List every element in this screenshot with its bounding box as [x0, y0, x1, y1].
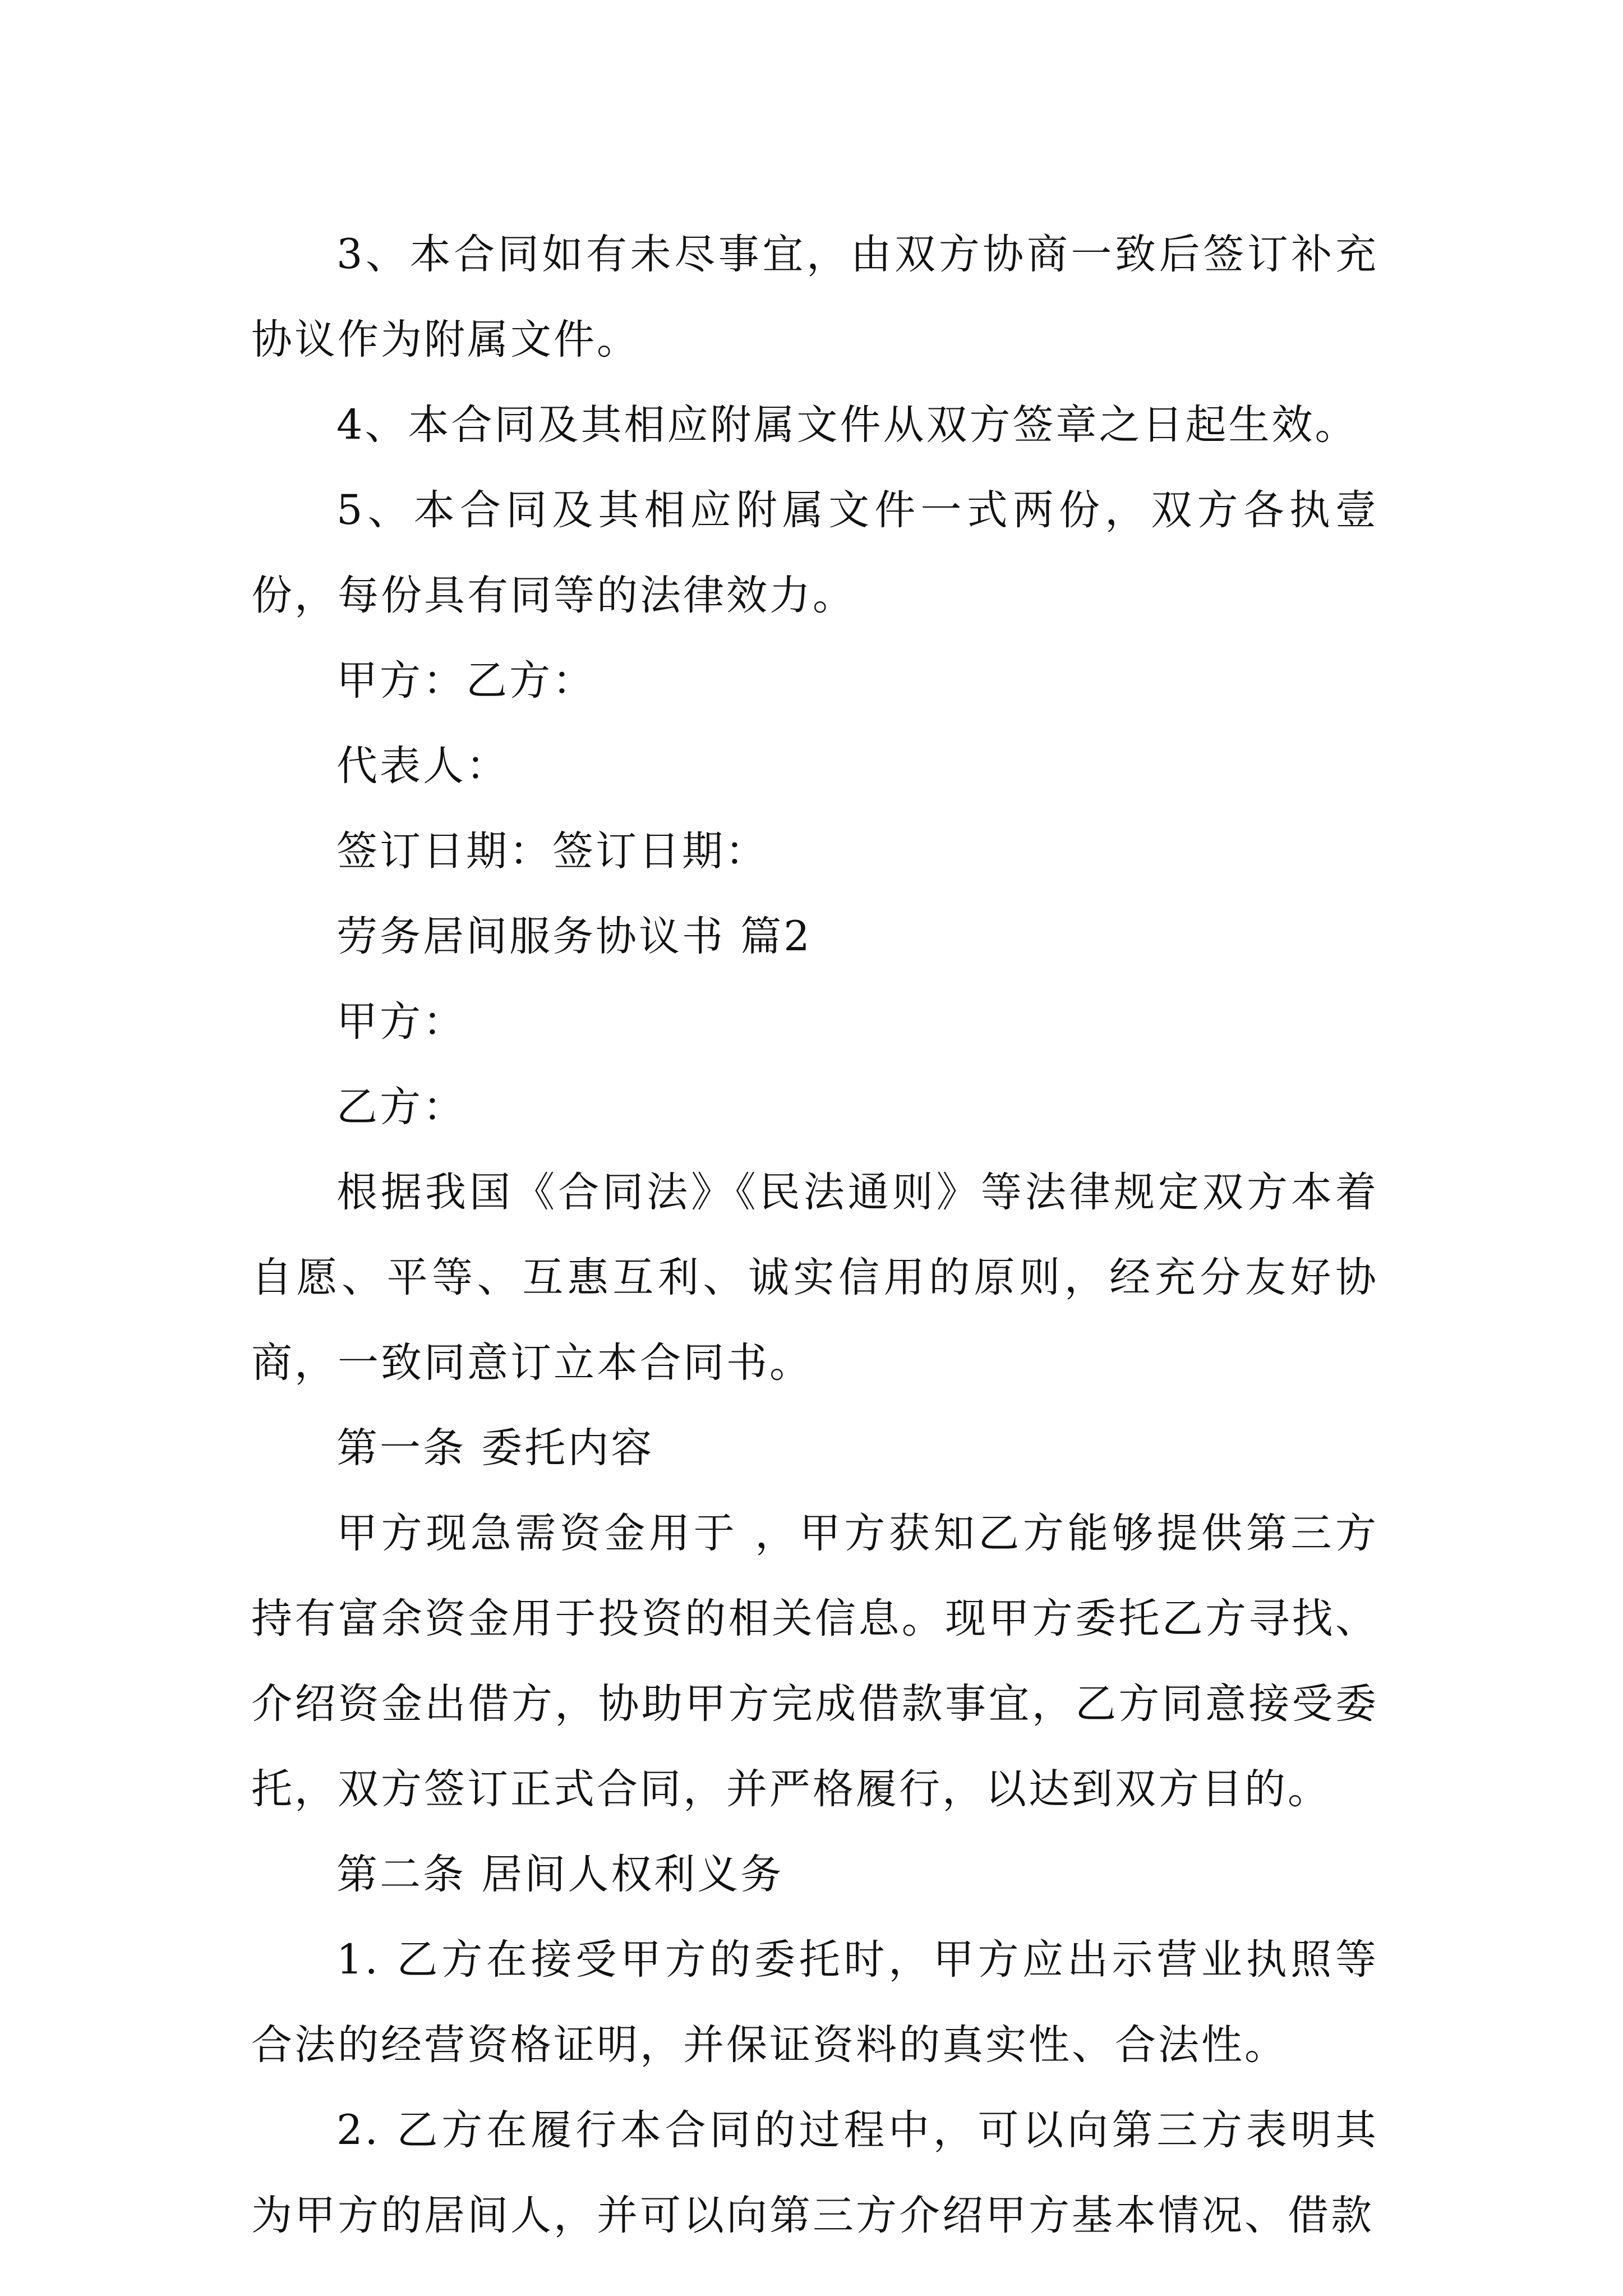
- clause-3: 3、本合同如有未尽事宜，由双方协商一致后签订补充协议作为附属文件。: [251, 231, 1378, 364]
- article-2-item-1: 1. 乙方在接受甲方的委托时，甲方应出示营业执照等合法的经营资格证明，并保证资料的真实性、合法性。: [251, 1936, 1378, 2069]
- party-b: 乙方：: [336, 1083, 466, 1131]
- article-1-body: 甲方现急需资金用于 ，甲方获知乙方能够提供第三方持有富余资金用于投资的相关信息。现甲方委托乙方寻找、介绍资金出借方，协助甲方完成借款事宜，乙方同意接受委托，双方签订正式合同，并严格履行，以达到双方目的。: [251, 1510, 1378, 1813]
- article-1-heading: 第一条 委托内容: [336, 1424, 654, 1472]
- signature-representative: 代表人：: [336, 742, 509, 790]
- signature-parties: 甲方：乙方：: [336, 657, 596, 705]
- signature-dates: 签订日期：签订日期：: [336, 827, 768, 875]
- party-a: 甲方：: [336, 998, 466, 1046]
- section-title: 劳务居间服务协议书 篇2: [336, 913, 812, 960]
- clause-5: 5、本合同及其相应附属文件一式两份，双方各执壹份，每份具有同等的法律效力。: [251, 486, 1378, 619]
- article-2-heading: 第二条 居间人权利义务: [336, 1851, 784, 1898]
- document-body: [251, 212, 1378, 2258]
- article-2-item-2: 2. 乙方在履行本合同的过程中，可以向第三方表明其为甲方的居间人，并可以向第三方介绍甲方基本情况、借款: [251, 2106, 1378, 2239]
- preamble: 根据我国《合同法》《民法通则》等法律规定双方本着自愿、平等、互惠互利、诚实信用的原则，经充分友好协商，一致同意订立本合同书。: [251, 1168, 1378, 1387]
- clause-4: 4、本合同及其相应附属文件从双方签章之日起生效。: [336, 401, 1358, 449]
